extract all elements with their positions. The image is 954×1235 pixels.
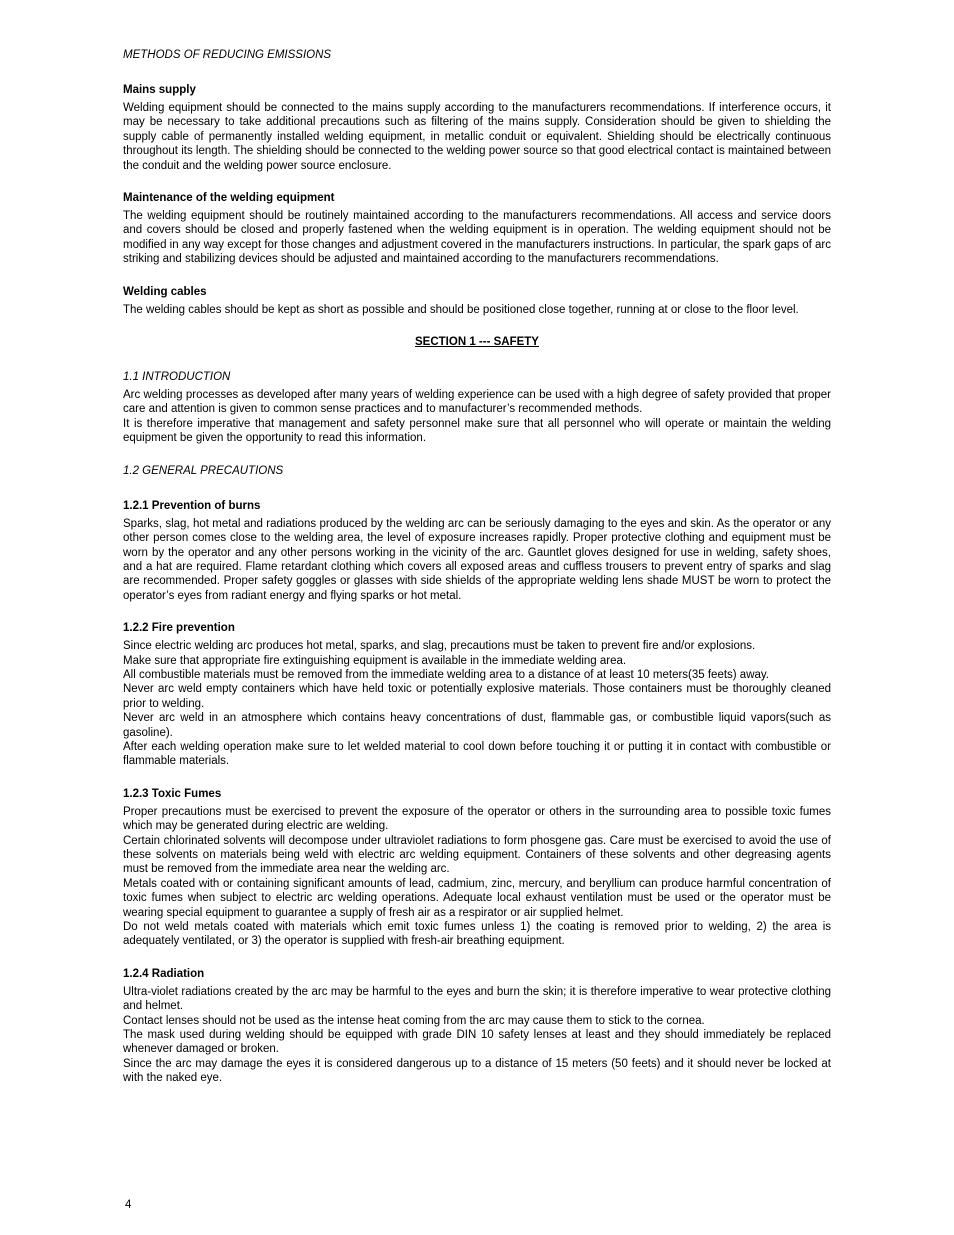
welding-cables-heading: Welding cables [123,285,207,298]
toxic-fumes-heading: 1.2.3 Toxic Fumes [123,787,222,800]
maintenance-text: The welding equipment should be routinely maintained according to the manufacturers recommendations. All access and service doors and covers should be closed and properly fastened when the welding equipment is in operation. The welding equipment should not be modified in any way except for those changes and adjustment covered in the manufacturers instructions. In particular, the spark gaps of arc striking and stabilizing devices should be adjusted and maintained according to the manufacturers recommendations. [123,210,831,266]
section-title: SECTION 1 --- SAFETY [415,336,539,349]
maintenance-heading: Maintenance of the welding equipment [123,192,335,205]
radiation-paragraph: Since the arc may damage the eyes it is considered dangerous up to a distance of 15 meters (50 feets) and it should never be locked at with the naked eye. [123,1057,831,1085]
introduction-section [123,371,831,446]
radiation-paragraph: Contact lenses should not be used as the intense heat coming from the arc may cause them to stick to the cornea. [123,1014,705,1027]
mains-supply-section [123,84,831,173]
fire-paragraph: All combustible materials must be removed from the immediate welding area to a distance of at least 10 meters(35 feets) away. [123,668,769,681]
fire-paragraph: Since electric welding arc produces hot metal, sparks, and slag, precautions must be taken to prevent fire and/or explosions. [123,640,756,653]
toxic-fumes-section [123,788,831,949]
introduction-paragraph: It is therefore imperative that management and safety personnel make sure that all personnel who will operate or maintain the welding equipment be given the opportunity to read this information. [123,417,831,445]
general-precautions-heading: 1.2 GENERAL PRECAUTIONS [123,464,284,477]
welding-cables-section [123,286,831,317]
fire-paragraph: Never arc weld empty containers which have held toxic or potentially explosive materials. Those containers must be thoroughly cleaned prior to welding. [123,683,831,710]
radiation-section [123,968,831,1086]
radiation-paragraph: The mask used during welding should be equipped with grade DIN 10 safety lenses at least and they should immediately be replaced whenever damaged or broken. [123,1029,831,1056]
fire-paragraph: Never arc weld in an atmosphere which contains heavy concentrations of dust, flammable gas, or combustible liquid vapors(such as gasoline). [123,712,831,739]
maintenance-section [123,192,831,267]
mains-supply-text: Welding equipment should be connected to the mains supply according to the manufacturers recommendations. If interference occurs, it may be necessary to take additional precautions such as filtering of the mains supply. Consideration should be given to shielding the supply cable of permanently installed welding equipment, in metallic conduit or equivalent. Shielding should be electrically continuous throughout its length. The shielding should be connected to the welding power source so that good electrical contact is maintained between the conduit and the welding power source enclosure. [123,102,831,172]
burns-heading: 1.2.1 Prevention of burns [123,499,261,512]
fire-paragraph: Make sure that appropriate fire extinguishing equipment is available in the immediate welding area. [123,654,627,667]
toxic-fumes-paragraph: Certain chlorinated solvents will decompose under ultraviolet radiations to form phosgene gas. Care must be exercised to avoid the use of these solvents on materials being weld with electric arc welding equipment. Containers of these solvents and other degreasing agents must be removed from the immediate area near the welding arc. [123,834,831,876]
fire-heading: 1.2.2 Fire prevention [123,622,235,635]
fire-paragraph: After each welding operation make sure to let welded material to cool down before touching it or putting it in contact with combustible or flammable materials. [123,740,831,768]
toxic-fumes-paragraph: Do not weld metals coated with materials which emit toxic fumes unless 1) the coating is removed prior to welding, 2) the area is adequately ventilated, or 3) the operator is supplied with fresh-air breathing equipment. [123,921,831,948]
introduction-paragraph: Arc welding processes as developed after many years of welding experience can be used with a high degree of safety provided that proper care and attention is given to common sense practices and to manufacturer’s recommended methods. [123,389,831,416]
introduction-heading: 1.1 INTRODUCTION [123,371,231,384]
page-number: 4 [125,1199,132,1211]
burns-text: Sparks, slag, hot metal and radiations produced by the welding arc can be seriously damaging to the eyes and skin. As the operator or any other person comes close to the welding area, the level of exposure increases rapidly. Proper protective clothing and equipment must be worn by the operator and any other persons working in the vicinity of the arc. Gauntlet gloves designed for use in welding, safety shoes, and a hat are required. Flame retardant clothing which covers all exposed areas and cuffless trousers to prevent entry of sparks and slag are recommended. Proper safety goggles or glasses with side shields of the appropriate welding lens shade MUST be worn to protect the operator’s eyes from radiant energy and flying sparks or hot metal. [123,517,831,602]
welding-cables-text: The welding cables should be kept as short as possible and should be positioned close together, running at or close to the floor level. [123,303,799,316]
radiation-paragraph: Ultra-violet radiations created by the arc may be harmful to the eyes and burn the skin; it is therefore imperative to wear protective clothing and helmet. [123,985,831,1013]
toxic-fumes-paragraph: Metals coated with or containing significant amounts of lead, cadmium, zinc, mercury, and beryllium can produce harmful concentration of toxic fumes when subject to electric arc welding operations. Adequate local exhaust ventilation must be used or the operator must be wearing special equipment to guarantee a supply of fresh air as a respirator or air supplied helmet. [123,877,831,919]
radiation-heading: 1.2.4 Radiation [123,967,205,980]
running-header: METHODS OF REDUCING EMISSIONS [123,49,332,61]
fire-section [123,622,831,769]
document-page [123,49,831,1105]
burns-section [123,500,831,603]
toxic-fumes-paragraph: Proper precautions must be exercised to prevent the exposure of the operator or others in the surrounding area to possible toxic fumes which may be generated during electric are welding. [123,805,831,833]
mains-supply-heading: Mains supply [123,84,196,96]
